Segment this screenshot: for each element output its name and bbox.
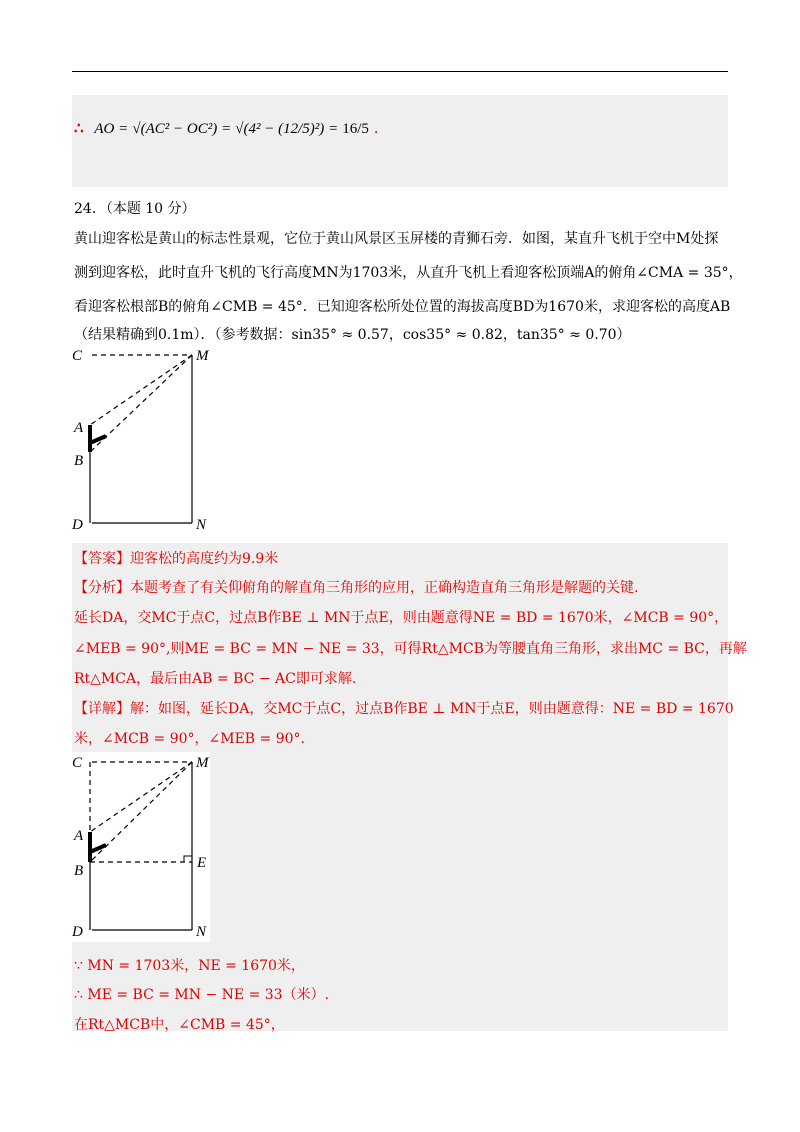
analysis-line-3: ∠MEB = 90°,则ME = BC = MN − NE = 33，可得Rt△MCB为等腰直角三角形，求出MC = BC，再解 [74,641,747,657]
fig1-label-m: M [196,348,209,364]
fig1-label-n: N [196,517,207,533]
problem-number: 24．（本题 10 分） [74,201,196,217]
formula-lhs: AO [94,121,115,137]
problem-line-1: 黄山迎客松是黄山的标志性景观，它位于黄山风景区玉屏楼的青狮石旁．如图，某直升飞机于空中M处探 [74,231,719,247]
analysis-line-4: Rt△MCA，最后由AB = BC − AC即可求解. [74,671,357,687]
detail-tag: 【详解】 [74,701,130,717]
fig1-line-ma [90,355,192,425]
fig1-label-d: D [72,517,83,533]
fig1-tree-branch [90,436,106,443]
figure-1 [70,345,230,535]
analysis-tag: 【分析】 [74,580,130,596]
fig2-label-n: N [196,924,207,940]
fig1-label-c: C [72,348,83,364]
fig2-label-d: D [72,924,83,940]
problem-line-2: 测到迎客松，此时直升飞机的飞行高度MN为1703米，从直升飞机上看迎客松顶端A的俯角∠CMA = 35°， [74,265,743,281]
formula-result: 16/5 [342,121,369,137]
step-line-2: ∴ ME = BC = MN − NE = 33（米）. [74,987,330,1003]
header-rule [72,71,728,72]
detail-line-1: 【详解】解：如图，延长DA，交MC于点C，过点B作BE ⊥ MN于点E，则由题意得：NE = BD = 1670 [74,701,734,717]
fig1-label-a: A [74,420,84,436]
formula-sqrt1: √(AC² − OC²) [132,121,218,137]
fig2-label-c: C [72,755,83,771]
fig2-label-a: A [74,828,84,844]
answer-tag: 【答案】 [74,551,130,567]
therefore-symbol: ∴ [74,119,84,137]
analysis-line-1: 【分析】本题考查了有关仰俯角的解直角三角形的应用，正确构造直角三角形是解题的关键. [74,580,639,596]
fig2-label-b: B [74,863,84,879]
detail-line-2: 米，∠MCB = 90°，∠MEB = 90°. [74,731,305,747]
problem-line-4: （结果精确到0.1m）．（参考数据：sin35° ≈ 0.57，cos35° ≈ 0.82，tan35° ≈ 0.70） [74,327,631,343]
step-line-3: 在Rt△MCB中，∠CMB = 45°， [74,1017,285,1033]
fig1-label-b: B [74,453,84,469]
formula-sqrt2: √(4² − (12/5)²) [235,121,325,137]
analysis-line-2: 延长DA，交MC于点C，过点B作BE ⊥ MN于点E，则由题意得NE = BD = 1670米，∠MCB = 90°， [74,610,729,626]
figure-2 [70,752,230,942]
fig2-label-e: E [197,855,207,871]
fig2-label-m: M [196,755,209,771]
answer-text: 迎客松的高度约为9.9米 [130,551,279,567]
step-line-1: ∵ MN = 1703米，NE = 1670米， [74,958,305,974]
answer-line [74,550,278,568]
top-formula: ∴ AO = √(AC² − OC²) = √(4² − (12/5)²) = 16/5 . [74,119,379,137]
problem-line-3: 看迎客松根部B的俯角∠CMB = 45°．已知迎客松所处位置的海拔高度BD为1670米，求迎客松的高度AB [74,299,731,315]
